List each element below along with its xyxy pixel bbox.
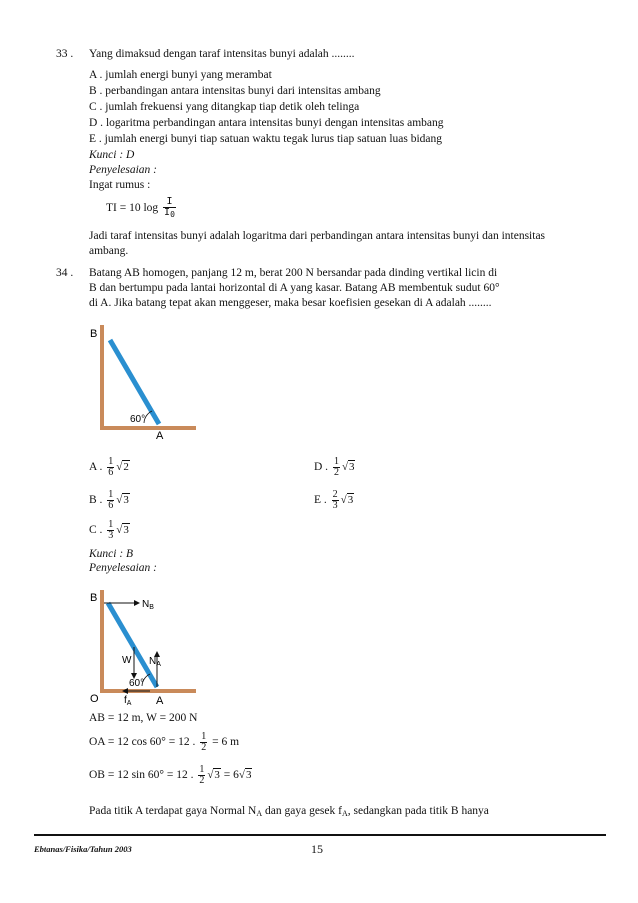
q34-question-line1: Batang AB homogen, panjang 12 m, berat 200 N bersandar pada dinding vertikal licin di	[89, 267, 498, 279]
option-fraction	[332, 490, 339, 511]
angle-label: 60°	[129, 678, 145, 689]
fraction-denominator	[163, 208, 176, 220]
label-na	[149, 656, 161, 668]
ob-rhs: = 6	[223, 769, 239, 781]
q33-option-d	[89, 116, 444, 130]
friction-arrowhead	[122, 688, 128, 694]
footer-source: Ebtanas/Fisika/Tahun 2003	[34, 844, 132, 854]
sqrt-symbol: √3	[116, 494, 129, 507]
sqrt-symbol: √2	[116, 461, 129, 474]
sqrt-symbol: √3	[207, 769, 220, 782]
wall	[100, 590, 104, 693]
sqrt-symbol: √3	[341, 461, 355, 474]
q34-ob-line	[89, 761, 252, 789]
fraction-numerator: I	[163, 197, 176, 208]
fraction-numerator: 1	[199, 763, 205, 775]
q34-kunci: Kunci : B	[89, 548, 134, 560]
nb-subscript: B	[149, 604, 154, 611]
q33-number: 33 .	[56, 48, 74, 60]
floor	[100, 426, 196, 430]
q33-formula	[106, 193, 178, 223]
fraction-numerator: 1	[108, 455, 114, 467]
radicand: 3	[245, 769, 252, 782]
radicand: 3	[214, 769, 220, 782]
oa-rhs: = 6 m	[212, 736, 240, 748]
label-a: A	[156, 430, 164, 442]
radicand: 3	[123, 494, 129, 507]
option-fraction	[107, 457, 114, 478]
page-number: 15	[311, 842, 323, 856]
final-subscript-1: A	[256, 809, 263, 818]
q34-option-e	[314, 486, 354, 514]
den-main: I	[164, 206, 171, 218]
final-text-1: Pada titik A terdapat gaya Normal N	[89, 805, 257, 817]
q33-option-a	[89, 68, 272, 82]
q33-kunci: Kunci : D	[89, 149, 135, 161]
q34-option-d	[314, 453, 355, 481]
q34-option-c	[89, 516, 130, 544]
sqrt-symbol: √3	[238, 769, 252, 782]
fraction-denominator: 6	[108, 499, 114, 511]
option-text: perbandingan antara intensitas bunyi dari intensitas ambang	[105, 85, 381, 97]
label-a: A	[156, 695, 164, 707]
q34-penyelesaian: Penyelesaian :	[89, 562, 158, 574]
option-label: E .	[314, 494, 327, 506]
final-text-3: , sedangkan pada titik B hanya	[347, 805, 489, 817]
oa-fraction	[200, 732, 207, 753]
q33-question: Yang dimaksud dengan taraf intensitas bunyi adalah ........	[89, 48, 355, 60]
q34-number: 34 .	[56, 267, 74, 279]
oa-lhs: OA = 12 cos 60° = 12 .	[89, 736, 196, 748]
wall	[100, 325, 104, 430]
q33-explain-line1: Jadi taraf intensitas bunyi adalah logaritma dari perbandingan antara intensitas bunyi dan intensitas	[89, 230, 546, 242]
q34-final-line	[89, 804, 489, 821]
fraction-denominator: 3	[108, 529, 114, 541]
option-label: D .	[89, 117, 104, 129]
option-text: jumlah frekuensi yang ditangkap tiap detik oleh telinga	[105, 101, 360, 113]
q33-option-c	[89, 100, 359, 114]
fraction-numerator: 1	[108, 488, 114, 500]
radicand: 3	[348, 461, 355, 474]
label-fa	[124, 695, 132, 707]
option-fraction	[333, 457, 340, 478]
label-o: O	[90, 693, 99, 705]
formula-fraction	[163, 197, 176, 220]
label-b: B	[90, 592, 98, 604]
q33-explain-line2: ambang.	[89, 245, 129, 257]
label-b: B	[90, 328, 98, 340]
fraction-denominator: 2	[201, 741, 207, 753]
option-fraction	[107, 490, 114, 511]
option-label: D .	[314, 461, 329, 473]
q33-option-e	[89, 132, 442, 146]
q34-oa-line	[89, 728, 239, 756]
fraction-denominator: 2	[333, 466, 339, 478]
option-label: B .	[89, 85, 103, 97]
option-label: A .	[89, 69, 103, 81]
fraction-numerator: 1	[108, 518, 114, 530]
option-label: C .	[89, 524, 103, 536]
option-label: A .	[89, 461, 103, 473]
na-subscript: A	[156, 661, 161, 668]
q34-option-b	[89, 486, 130, 514]
nb-main: N	[142, 599, 150, 610]
sqrt-symbol: √3	[340, 494, 354, 507]
q34-option-a	[89, 453, 130, 481]
option-label: B .	[89, 494, 103, 506]
ob-fraction	[198, 765, 205, 786]
label-w: W	[122, 655, 132, 666]
option-label: E .	[89, 133, 102, 145]
fraction-denominator: 6	[108, 466, 114, 478]
fa-main: f	[124, 695, 127, 706]
option-fraction	[107, 520, 114, 541]
ladder-figure-2	[86, 585, 201, 707]
normal-b-arrowhead	[134, 600, 140, 606]
radicand: 2	[123, 461, 129, 474]
q34-question-line2: B dan bertumpu pada lantai horizontal di A yang kasar. Batang AB membentuk sudut 60°	[89, 282, 500, 294]
final-text-2: dan gaya gesek f	[262, 805, 342, 817]
fraction-denominator: 3	[332, 499, 338, 511]
sqrt-symbol: √3	[116, 524, 129, 537]
option-text: jumlah energi bunyi tiap satuan waktu tegak lurus tiap satuan luas bidang	[104, 133, 443, 145]
label-nb	[142, 599, 154, 611]
fraction-denominator: 2	[199, 774, 205, 786]
angle-label: 60°	[130, 414, 146, 425]
fraction-numerator: 1	[201, 730, 207, 742]
q33-penyelesaian: Penyelesaian :	[89, 164, 158, 176]
q33-ingat: Ingat rumus :	[89, 179, 151, 191]
q34-question-line3: di A. Jika batang tepat akan menggeser, maka besar koefisien gesekan di A adalah ........	[89, 297, 492, 309]
ladder-figure-1	[86, 320, 201, 442]
fa-subscript: A	[126, 700, 132, 707]
footer-divider	[34, 834, 606, 836]
radicand: 3	[347, 494, 354, 507]
q33-option-b	[89, 84, 381, 98]
option-label: C .	[89, 101, 103, 113]
final-subscript-2: A	[341, 809, 348, 818]
option-text: logaritma perbandingan antara intensitas bunyi dengan intensitas ambang	[105, 117, 444, 129]
fraction-numerator: 1	[333, 455, 339, 467]
option-text: jumlah energi bunyi yang merambat	[105, 69, 272, 81]
fraction-numerator: 2	[332, 488, 338, 500]
formula-lhs: TI = 10 log	[106, 202, 159, 214]
ob-lhs: OB = 12 sin 60° = 12 .	[89, 769, 194, 781]
q34-given: AB = 12 m, W = 200 N	[89, 712, 198, 724]
na-main: N	[149, 656, 157, 667]
den-subscript: 0	[170, 209, 175, 219]
radicand: 3	[123, 524, 129, 537]
